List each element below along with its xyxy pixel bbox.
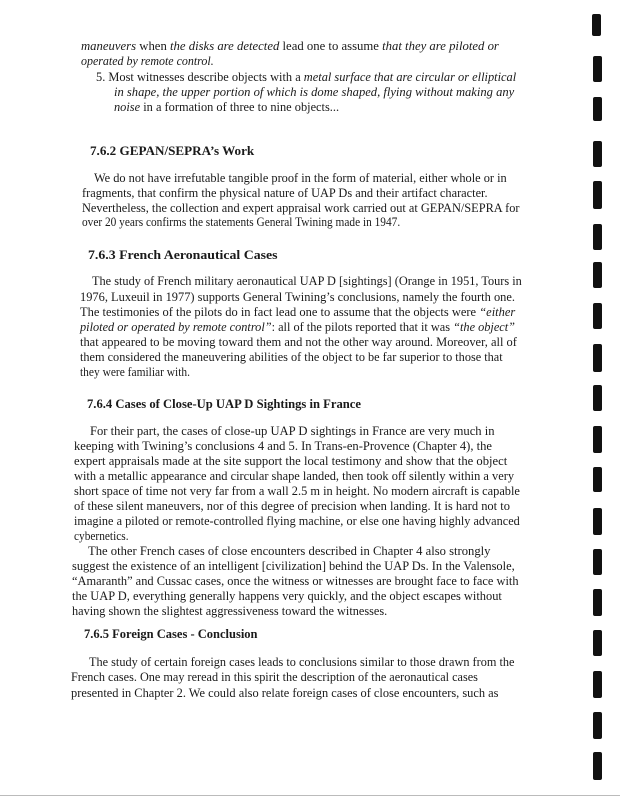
text-run: We do not have irrefutable tangible proof in the form of material, either whole or in — [94, 171, 507, 185]
paragraph-line — [80, 305, 515, 320]
paragraph-line — [89, 655, 514, 670]
item4-line-1 — [81, 39, 499, 54]
paragraph-line — [74, 514, 520, 529]
text-run: cybernetics. — [74, 529, 129, 543]
text-run: over 20 years confirms the statements General Twining made in 1947. — [82, 215, 401, 229]
text-run: The other French cases of close encounters described in Chapter 4 also strongly — [88, 544, 491, 558]
text-run: them considered the maneuvering abilities of the object to be far superior to those that — [80, 350, 503, 364]
text-run: imagine a piloted or remote-controlled flying machine, or else one having highly advanced — [74, 514, 520, 528]
text-run: “Amaranth” and Cussac cases, once the witness or witnesses are brought face to face with — [72, 574, 519, 588]
text-run: presented in Chapter 2. We could also relate foreign cases of close encounters, such as — [71, 686, 499, 700]
text-run: keeping with Twining’s conclusions 4 and 5. In Trans-en-Provence (Chapter 4), the — [74, 439, 492, 453]
text-run: The testimonies of the pilots do in fact lead one to assume that the objects were — [80, 305, 480, 319]
punch-hole-mark — [593, 549, 602, 575]
punch-hole-mark — [593, 752, 602, 780]
text-run: 1976, Luxeuil in 1977) supports General Twining’s conclusions, namely the fourth one. — [80, 290, 515, 304]
paragraph-line — [90, 424, 495, 439]
paragraph-line — [80, 335, 517, 350]
paragraph-line — [74, 529, 129, 544]
section-heading-7-6-5: 7.6.5 Foreign Cases - Conclusion — [84, 627, 258, 641]
paragraph-line — [80, 365, 190, 380]
text-run: expert appraisals made at the site support the local testimony and show that the object — [74, 454, 508, 468]
text-run: French cases. One may reread in this spirit the description of the aeronautical cases — [71, 670, 478, 684]
text-run: fragments, that confirm the physical nature of UAP Ds and their artifact character. — [82, 186, 488, 200]
text-run: that appeared to be moving toward them and not the other way around. Moreover, all of — [80, 335, 517, 349]
punch-hole-mark — [593, 262, 602, 288]
text-run: The study of French military aeronautical UAP D [sightings] (Orange in 1951, Tours in — [92, 274, 522, 288]
text-run: : all of the pilots reported that it was — [271, 320, 454, 334]
punch-hole-mark — [592, 14, 601, 36]
paragraph-line — [72, 604, 387, 619]
text-run: with a metallic appearance and circular shape landed, then took off silently within a very — [74, 469, 515, 483]
section-heading-7-6-3: 7.6.3 French Aeronautical Cases — [88, 248, 278, 262]
binder-holes — [592, 0, 612, 797]
paragraph-line — [88, 544, 490, 559]
paragraph-line — [72, 589, 502, 604]
text-run: lead one to assume — [279, 39, 383, 53]
item5-line-1 — [96, 70, 516, 85]
text-run: when — [136, 39, 170, 53]
text-run: short space of time not very far from a wall 2.5 m in height. No modern aircraft is capable — [74, 484, 520, 498]
punch-hole-mark — [593, 344, 602, 372]
punch-hole-mark — [593, 56, 602, 82]
text-run: having shown the slightest aggressiveness toward the witnesses. — [72, 604, 388, 618]
punch-hole-mark — [593, 181, 602, 209]
punch-hole-mark — [593, 303, 602, 329]
paragraph-line — [72, 574, 519, 589]
paragraph-line — [74, 439, 492, 454]
italic-run: maneuvers — [81, 39, 137, 53]
punch-hole-mark — [593, 467, 602, 492]
paragraph-line — [71, 686, 498, 701]
punch-hole-mark — [593, 97, 602, 121]
italic-run: noise — [114, 100, 141, 114]
page-bottom-edge — [0, 795, 620, 796]
paragraph-line — [94, 171, 507, 186]
text-run: they were familiar with. — [80, 365, 190, 379]
item4-line-2 — [81, 54, 214, 69]
italic-run: piloted or operated by remote control” — [80, 320, 272, 334]
paragraph-line — [71, 670, 478, 685]
item5-line-2 — [114, 85, 514, 100]
paragraph-line — [80, 320, 515, 335]
text-run: Nevertheless, the collection and expert appraisal work carried out at GEPAN/SEPRA for — [82, 201, 520, 215]
punch-hole-mark — [593, 630, 602, 656]
text-run: in a formation of three to nine objects... — [140, 100, 340, 114]
text-run: the UAP D, everything generally happens very quickly, and the object escapes without — [72, 589, 502, 603]
paragraph-line — [92, 274, 522, 289]
paragraph-line — [82, 215, 400, 230]
paragraph-line — [74, 484, 520, 499]
italic-run: “either — [479, 305, 516, 319]
punch-hole-mark — [593, 224, 602, 250]
section-heading-7-6-4: 7.6.4 Cases of Close-Up UAP D Sightings in France — [87, 397, 361, 411]
text-run: suggest the existence of an intelligent [civilization] behind the UAP Ds. In the Valensole, — [72, 559, 515, 573]
paragraph-line — [74, 499, 510, 514]
punch-hole-mark — [593, 141, 602, 167]
paragraph-line — [72, 559, 515, 574]
paragraph-line — [80, 290, 515, 305]
italic-run: that they are piloted or — [382, 39, 499, 53]
paragraph-line — [74, 469, 514, 484]
paragraph-line — [82, 201, 520, 216]
italic-run: the disks are detected — [169, 39, 280, 53]
punch-hole-mark — [593, 671, 602, 698]
punch-hole-mark — [593, 426, 602, 453]
text-run: of these silent maneuvers, nor of this degree of precision when landing. It is hard not to — [74, 499, 510, 513]
paragraph-line — [82, 186, 488, 201]
punch-hole-mark — [593, 712, 602, 739]
punch-hole-mark — [593, 385, 602, 411]
text-run: 5. Most witnesses describe objects with a — [96, 70, 304, 84]
paragraph-line — [80, 350, 503, 365]
section-heading-7-6-2: 7.6.2 GEPAN/SEPRA’s Work — [90, 144, 255, 158]
paragraph-line — [74, 454, 507, 469]
italic-run: operated by remote control. — [81, 54, 214, 68]
punch-hole-mark — [593, 589, 602, 616]
italic-run: in shape, the upper portion of which is dome shaped, flying without making any — [114, 85, 515, 99]
punch-hole-mark — [593, 508, 602, 535]
italic-run: metal surface that are circular or elliptical — [303, 70, 517, 84]
text-run: For their part, the cases of close-up UAP D sightings in France are very much in — [90, 424, 495, 438]
text-run: The study of certain foreign cases leads to conclusions similar to those drawn from the — [89, 655, 515, 669]
item5-line-3 — [114, 100, 339, 115]
italic-run: “the object” — [453, 320, 516, 334]
